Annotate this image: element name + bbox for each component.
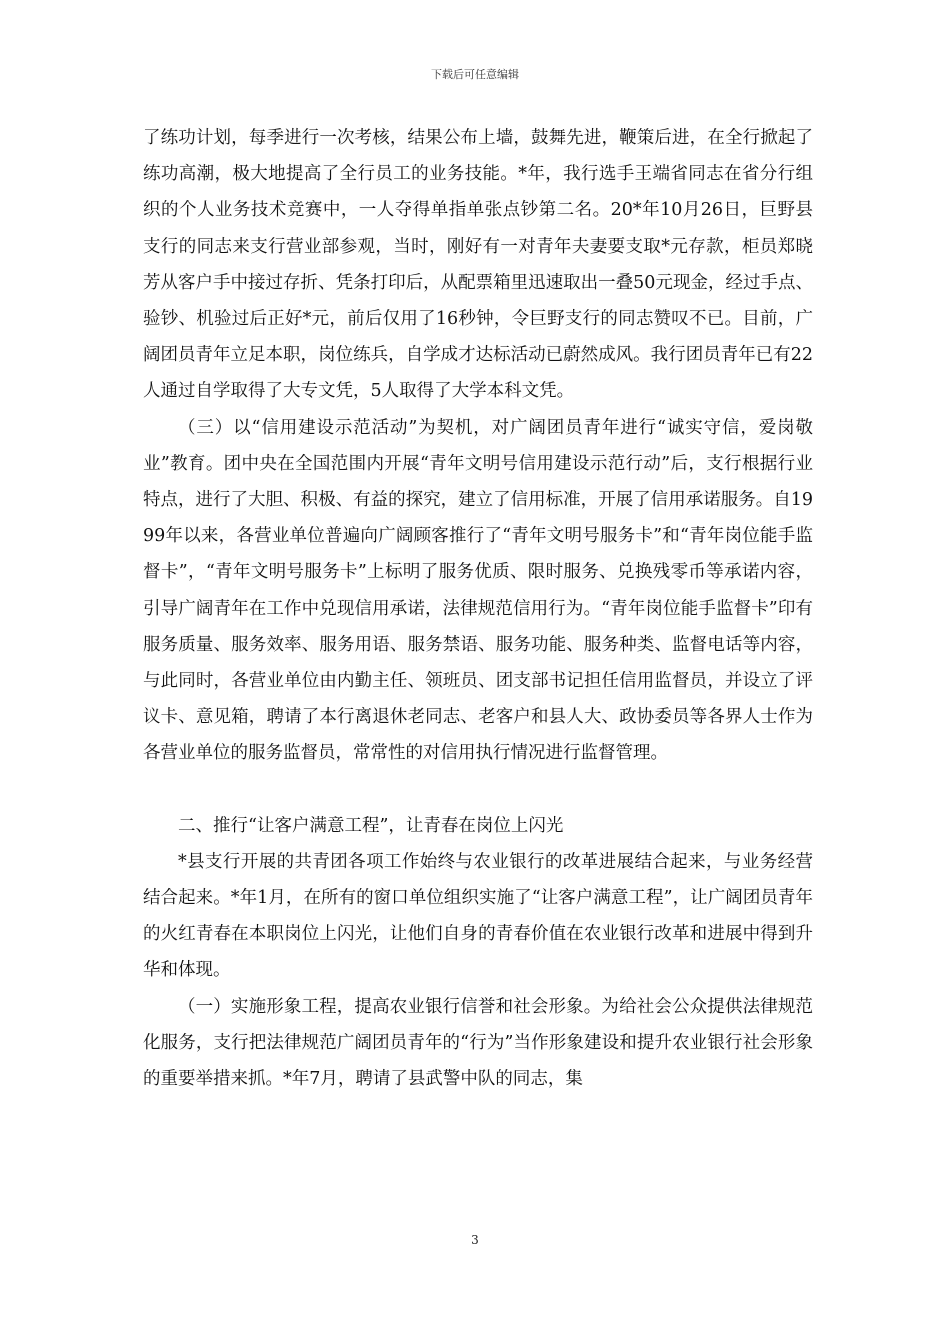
paragraph-section-intro: *县支行开展的共青团各项工作始终与农业银行的改革进展结合起来，与业务经营结合起来。*年1月，在所有的窗口单位组织实施了“让客户满意工程”，让广阔团员青年的火红青春在本职岗位上闪光，让他们自身的青春价值在农业银行改革和进展中得到升华和体现。: [143, 851, 813, 981]
page-header: 下载后可任意编辑: [431, 68, 519, 81]
paragraph-continued: 了练功计划，每季进行一次考核，结果公布上墙，鼓舞先进，鞭策后进，在全行掀起了练功高潮，极大地提高了全行员工的业务技能。*年，我行选手王端省同志在省分行组织的个人业务技术竞赛中，一人夺得单指单张点钞第二名。20*年10月26日，巨野县支行的同志来支行营业部参观，当时，刚好有一对青年夫妻要支取*元存款，柜员郑晓芳从客户手中接过存折、凭条打印后，从配票箱里迅速取出一叠50元现金，经过手点、验钞、机验过后正好*元，前后仅用了16秒钟，令巨野支行的同志赞叹不已。目前，广阔团员青年立足本职，岗位练兵，自学成才达标活动已蔚然成风。我行团员青年已有22人通过自学取得了大专文凭，5人取得了大学本科文凭。: [143, 128, 813, 402]
page-number: 3: [471, 1233, 479, 1247]
paragraph-section-three: （三）以“信用建设示范活动”为契机，对广阔团员青年进行“诚实守信，爱岗敬业”教育。团中央在全国范围内开展“青年文明号信用建设示范行动”后，支行根据行业特点，进行了大胆、积极、有益的探究，建立了信用标准，开展了信用承诺服务。自1999年以来，各营业单位普遍向广阔顾客推行了“青年文明号服务卡”和“青年岗位能手监督卡”，“青年文明号服务卡”上标明了服务优质、限时服务、兑换残零币等承诺内容，引导广阔青年在工作中兑现信用承诺，法律规范信用行为。“青年岗位能手监督卡”印有服务质量、服务效率、服务用语、服务禁语、服务功能、服务种类、监督电话等内容，与此同时，各营业单位由内勤主任、领班员、团支部书记担任信用监督员，并设立了评议卡、意见箱，聘请了本行离退休老同志、老客户和县人大、政协委员等各界人士作为各营业单位的服务监督员，常常性的对信用执行情况进行监督管理。: [143, 417, 813, 764]
section-heading: 二、推行“让客户满意工程”，让青春在岗位上闪光: [178, 815, 564, 836]
paragraph-spacer: [143, 772, 813, 808]
document-body: [143, 120, 813, 1097]
paragraph-subsection-one: （一）实施形象工程，提高农业银行信誉和社会形象。为给社会公众提供法律规范化服务，支行把法律规范广阔团员青年的“行为”当作形象建设和提升农业银行社会形象的重要举措来抓。*年7月，聘请了县武警中队的同志，集: [143, 996, 813, 1090]
